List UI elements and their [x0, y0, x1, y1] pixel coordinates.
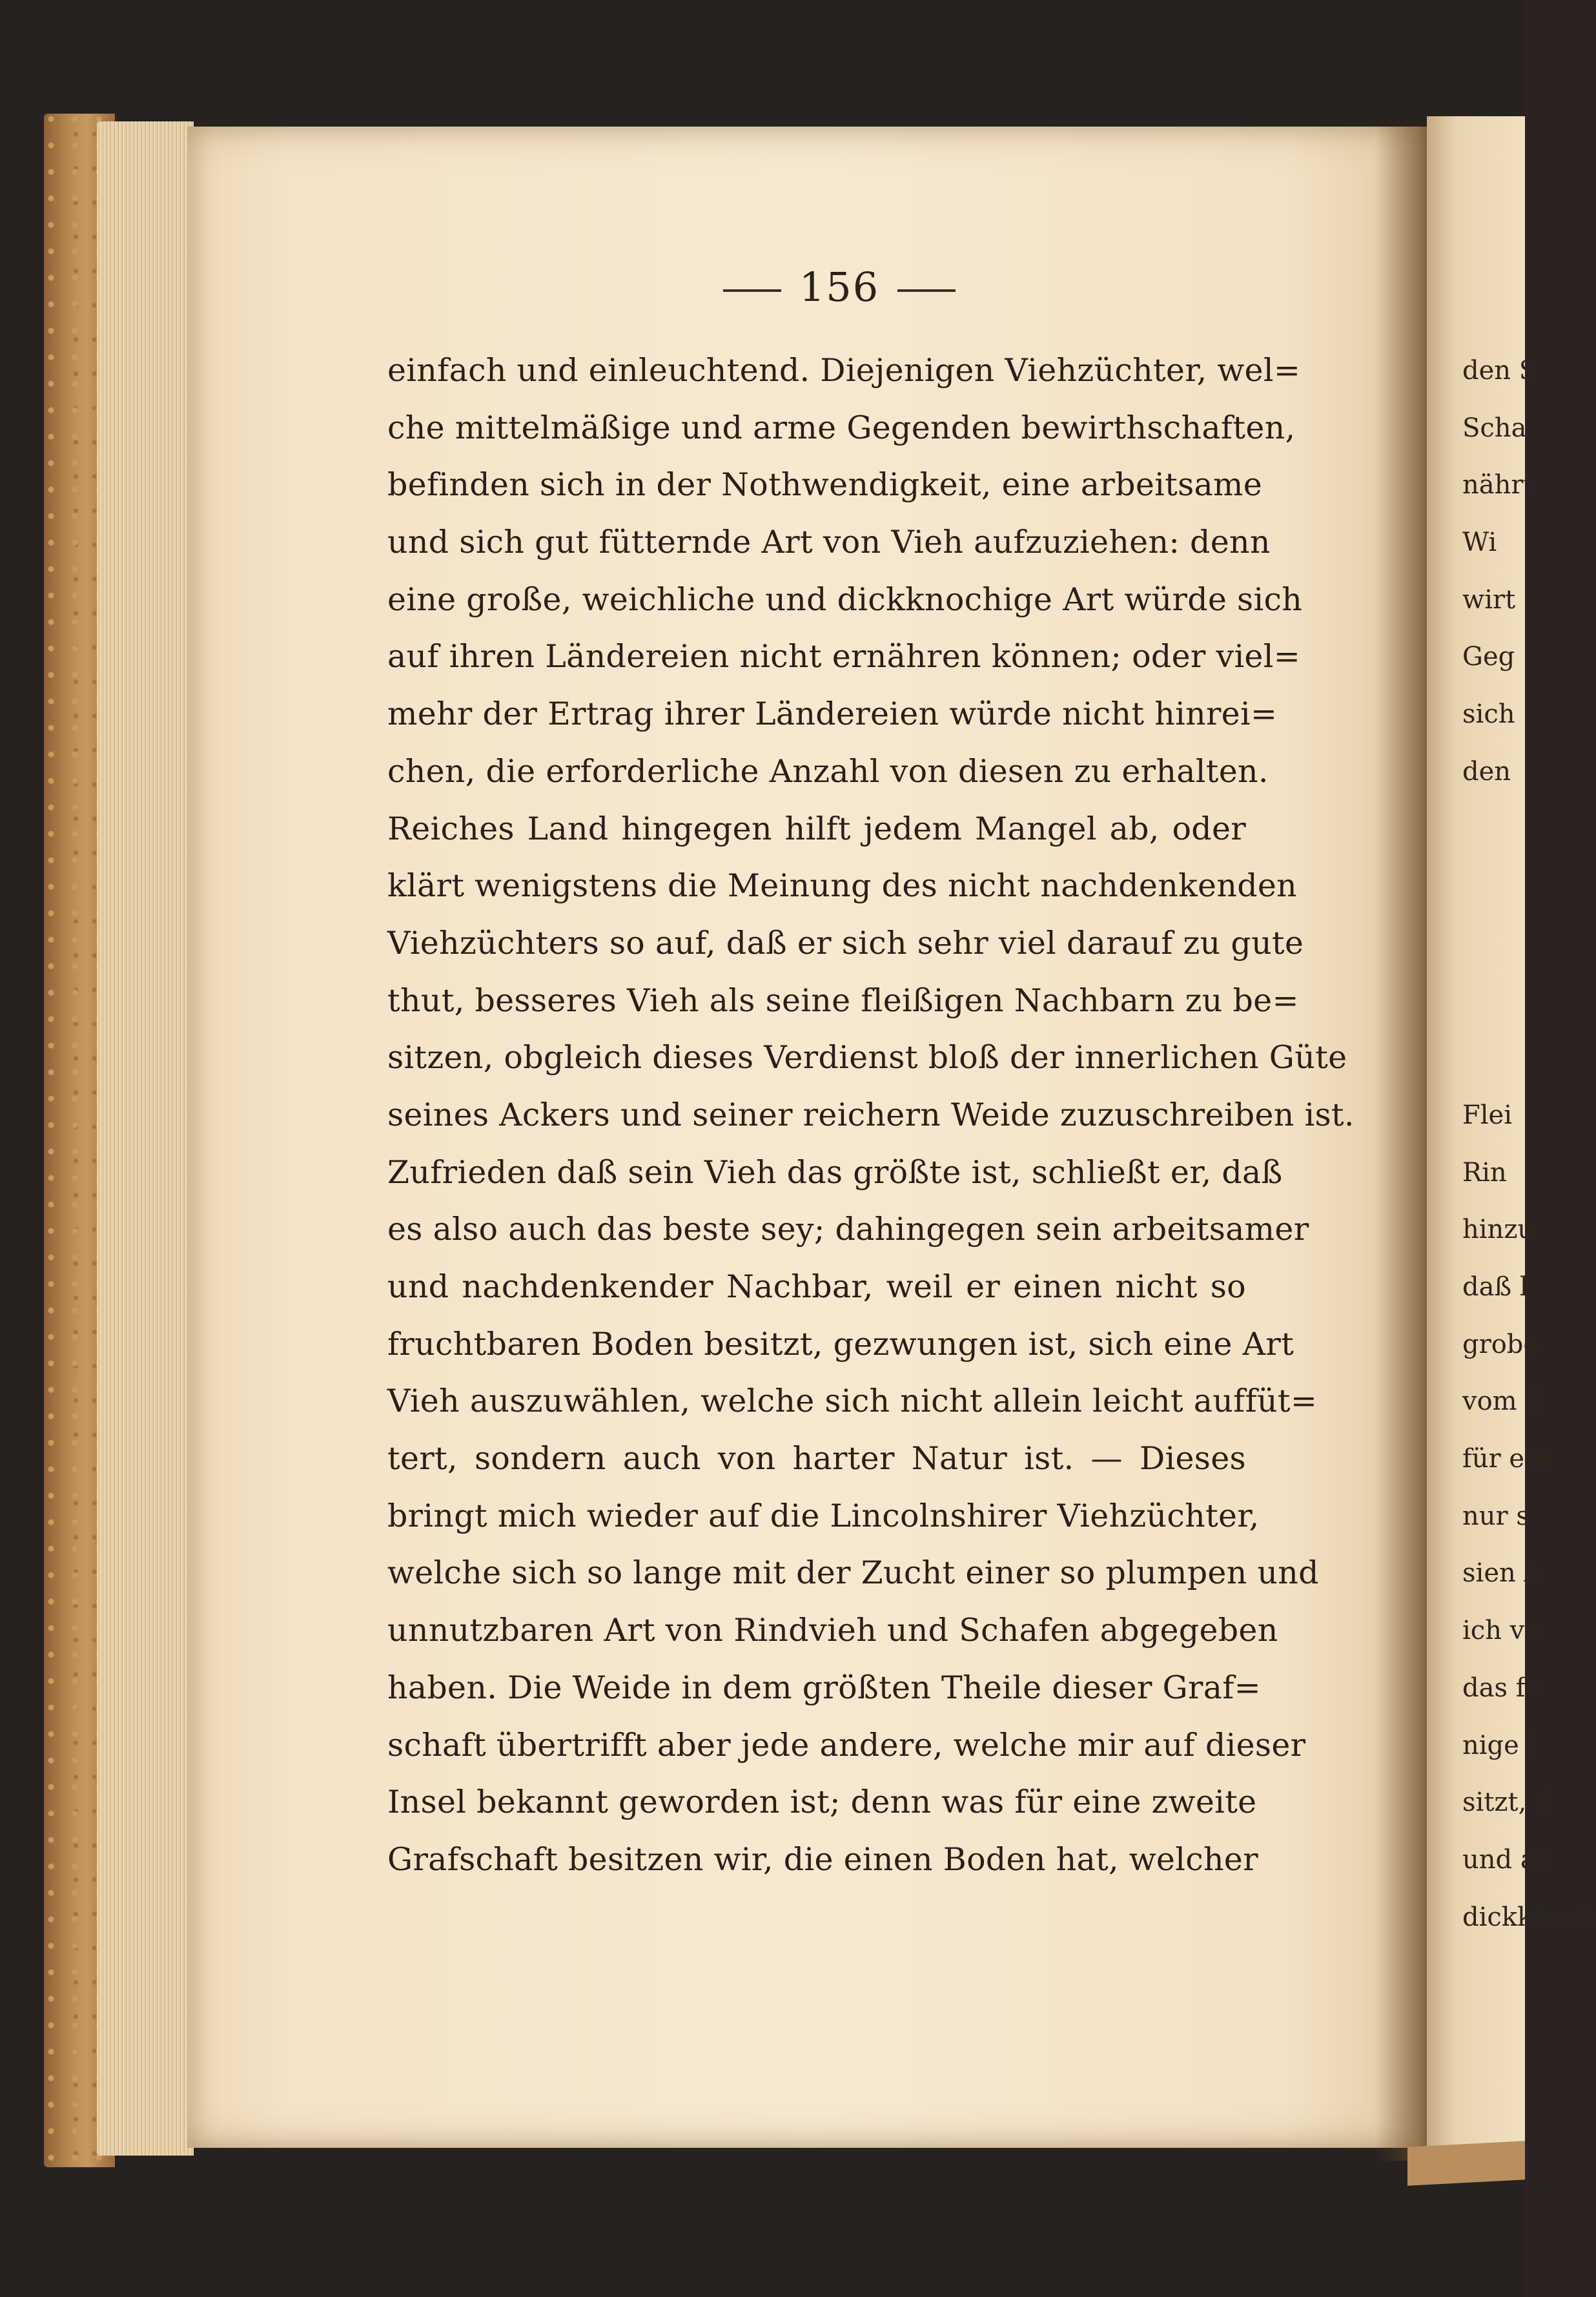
- facing-fragment: daß l: [1462, 1272, 1528, 1302]
- facing-fragment: vom G: [1462, 1386, 1546, 1417]
- text-line: haben. Die Weide in dem größten Theile dieser Graf=: [387, 1669, 1262, 1706]
- facing-fragment: Wi: [1462, 528, 1497, 558]
- facing-fragment: sich: [1462, 699, 1515, 730]
- facing-fragment: Scha: [1462, 413, 1527, 443]
- text-line: bringt mich wieder auf die Lincolnshirer Viehzüchter,: [387, 1497, 1260, 1534]
- text-line: eine große, weichliche und dickknochige Art würde sich: [387, 581, 1303, 618]
- facing-fragment: Rin: [1462, 1157, 1507, 1188]
- text-line: befinden sich in der Nothwendigkeit, eine arbeitsame: [387, 466, 1263, 504]
- facing-fragment: Flei: [1462, 1100, 1513, 1130]
- facing-fragment: sien A: [1462, 1558, 1543, 1589]
- facing-fragment: für ein: [1462, 1444, 1550, 1474]
- facing-fragment: ich vo: [1462, 1616, 1540, 1646]
- facing-fragment: dickknoch: [1462, 1902, 1596, 1932]
- text-line: Viehzüchters so auf, daß er sich sehr viel darauf zu gute: [387, 924, 1304, 962]
- page-number: 156: [799, 263, 880, 311]
- facing-fragment: und all: [1462, 1844, 1553, 1875]
- facing-fragment: [1462, 858, 1525, 915]
- text-line: fruchtbaren Boden besitzt, gezwungen ist, sich eine Art: [387, 1325, 1294, 1363]
- facing-fragment: grobe: [1462, 1329, 1539, 1359]
- header-dash-left: [723, 289, 781, 292]
- text-line: und sich gut fütternde Art von Vieh aufzuziehen: denn: [387, 524, 1271, 561]
- text-line: einfach und einleuchtend. Diejenigen Viehzüchter, wel=: [387, 352, 1301, 389]
- text-line: Grafschaft besitzen wir, die einen Boden hat, welcher: [387, 1840, 1258, 1878]
- page-edges: [97, 121, 194, 2156]
- facing-page-text: [1462, 342, 1596, 1946]
- facing-fragment: wirt: [1462, 584, 1516, 615]
- text-line: Vieh auszuwählen, welche sich nicht allein leicht auffüt=: [387, 1383, 1318, 1420]
- text-line: Insel bekannt geworden ist; denn was für eine zweite: [387, 1784, 1257, 1821]
- facing-fragment: den: [1462, 756, 1511, 787]
- facing-fragment: Geg: [1462, 642, 1515, 672]
- text-line: Reiches Land hingegen hilft jedem Mangel ab, oder: [387, 810, 1246, 847]
- text-line: auf ihren Ländereien nicht ernähren können; oder viel=: [387, 638, 1301, 675]
- facing-fragment: nährt: [1462, 470, 1534, 500]
- text-line: chen, die erforderliche Anzahl von diesen zu erhalten.: [387, 752, 1269, 790]
- facing-fragment: [1462, 801, 1525, 858]
- text-line: thut, besseres Vieh als seine fleißigen Nachbarn zu be=: [387, 982, 1299, 1019]
- text-line: welche sich so lange mit der Zucht einer so plumpen und: [387, 1554, 1319, 1592]
- text-line: es also auch das beste sey; dahingegen sein arbeitsamer: [387, 1211, 1309, 1248]
- header-dash-right: [897, 289, 956, 292]
- text-line: und nachdenkender Nachbar, weil er einen nicht so: [387, 1268, 1246, 1305]
- text-line: unnutzbaren Art von Rindvieh und Schafen abgegeben: [387, 1612, 1278, 1649]
- facing-fragment: den S: [1462, 356, 1537, 386]
- body-text: [387, 342, 1355, 1889]
- facing-fragment: [1462, 1029, 1525, 1087]
- text-line: sitzen, obgleich dieses Verdienst bloß der innerlichen Güte: [387, 1039, 1347, 1076]
- running-head: [704, 263, 975, 311]
- facing-fragment: nur s: [1462, 1501, 1530, 1531]
- text-line: mehr der Ertrag ihrer Ländereien würde nicht hinrei=: [387, 695, 1278, 733]
- text-line: schaft übertrifft aber jede andere, welche mir auf dieser: [387, 1726, 1306, 1764]
- text-line: tert, sondern auch von harter Natur ist. — Dieses: [387, 1440, 1246, 1478]
- facing-fragment: das fe: [1462, 1673, 1541, 1703]
- text-line: klärt wenigstens die Meinung des nicht nachdenkenden: [387, 867, 1298, 905]
- facing-fragment: sitzt, d: [1462, 1787, 1551, 1818]
- text-line: che mittelmäßige und arme Gegenden bewirthschaften,: [387, 409, 1296, 446]
- facing-page-edge: [1407, 2141, 1525, 2186]
- facing-fragment: nige i: [1462, 1730, 1536, 1760]
- facing-fragment: hinzu: [1462, 1215, 1535, 1245]
- text-line: seines Ackers und seiner reichern Weide zuzuschreiben ist.: [387, 1096, 1355, 1133]
- facing-fragment: [1462, 915, 1525, 973]
- facing-fragment: [1462, 973, 1525, 1030]
- text-line: Zufrieden daß sein Vieh das größte ist, schließt er, daß: [387, 1153, 1283, 1191]
